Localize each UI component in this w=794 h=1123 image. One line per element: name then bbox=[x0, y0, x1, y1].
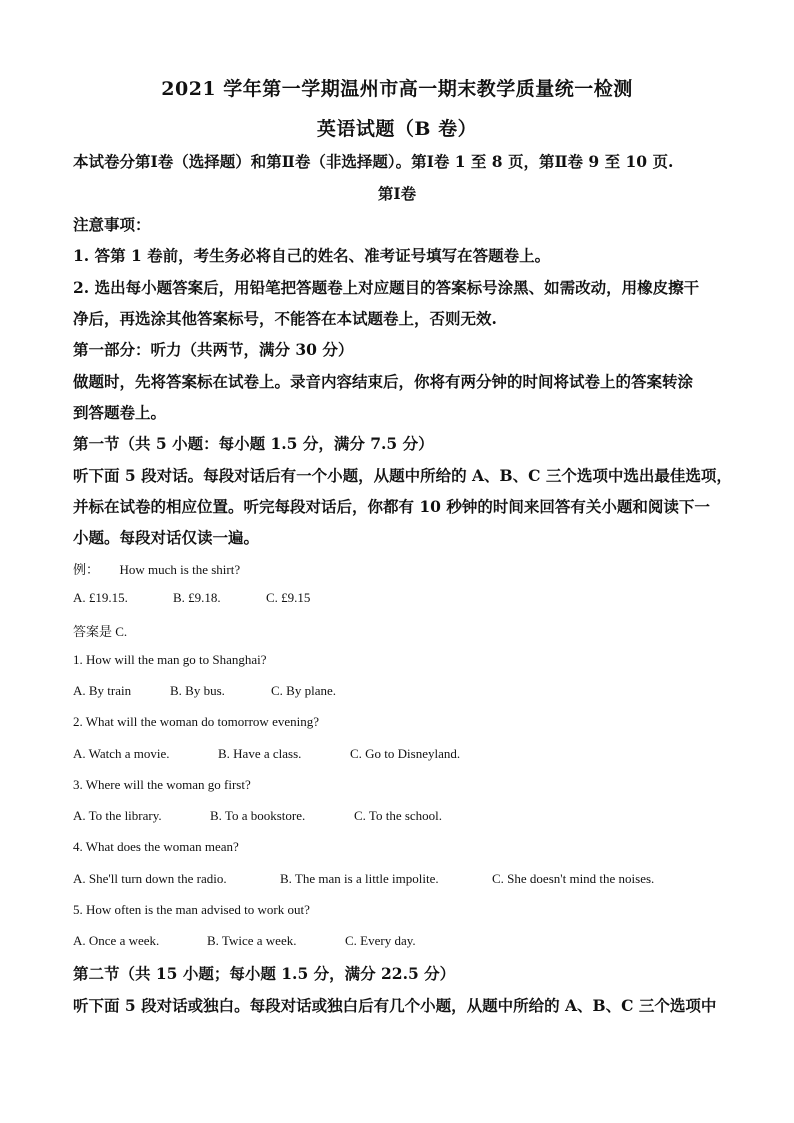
example-answer: 答案是 C. bbox=[73, 624, 128, 639]
question-4-option-a: A. She'll turn down the radio. bbox=[73, 871, 227, 886]
question-5-option-b: B. Twice a week. bbox=[207, 933, 297, 948]
question-3-option-b: B. To a bookstore. bbox=[210, 808, 306, 823]
question-4-option-b: B. The man is a little impolite. bbox=[280, 871, 439, 886]
section2-heading: 第二节（共 15 小题；每小题 1.5 分，满分 22.5 分） bbox=[73, 964, 456, 983]
part1-heading: 第一部分：听力（共两节，满分 30 分） bbox=[73, 340, 354, 359]
exam-subtitle: 英语试题（B 卷） bbox=[316, 118, 478, 140]
example-question bbox=[73, 559, 240, 578]
question-4-option-c: C. She doesn't mind the noises. bbox=[492, 871, 655, 886]
section1-heading: 第一节（共 5 小题：每小题 1.5 分，满分 7.5 分） bbox=[73, 434, 434, 453]
question-2-option-a: A. Watch a movie. bbox=[73, 746, 170, 761]
example-option-b: B. £9.18. bbox=[173, 590, 221, 605]
question-1: 1. How will the man go to Shanghai? bbox=[73, 652, 267, 667]
question-4: 4. What does the woman mean? bbox=[73, 839, 239, 854]
question-5-option-a: A. Once a week. bbox=[73, 933, 160, 948]
exam-title: 2021 学年第一学期温州市高一期末教学质量统一检测 bbox=[161, 78, 633, 100]
volume-label: 第Ⅰ卷 bbox=[377, 184, 417, 203]
part1-instruction-line-1: 做题时，先将答案标在试卷上。录音内容结束后，你将有两分钟的时间将试卷上的答案转涂 bbox=[73, 372, 694, 391]
note-2-line-1: 2. 选出每小题答案后，用铅笔把答题卷上对应题目的答案标号涂黑、如需改动，用橡皮擦干 bbox=[73, 278, 700, 297]
part1-instruction-line-2: 到答题卷上。 bbox=[73, 403, 167, 422]
example-question-text: How much is the shirt? bbox=[119, 562, 241, 577]
example-label: 例： bbox=[73, 562, 100, 577]
question-5: 5. How often is the man advised to work out? bbox=[73, 902, 310, 917]
question-5-option-c: C. Every day. bbox=[345, 933, 416, 948]
question-1-option-a: A. By train bbox=[73, 683, 132, 698]
section1-instruction-line-3: 小题。每段对话仅读一遍。 bbox=[73, 528, 260, 547]
section1-instruction-line-2: 并标在试卷的相应位置。听完每段对话后，你都有 10 秒钟的时间来回答有关小题和阅读下一 bbox=[73, 497, 710, 516]
example-option-c: C. £9.15 bbox=[266, 590, 311, 605]
note-2-line-2: 净后，再选涂其他答案标号，不能答在本试题卷上，否则无效. bbox=[73, 309, 497, 328]
question-2-option-b: B. Have a class. bbox=[218, 746, 302, 761]
question-2-option-c: C. Go to Disneyland. bbox=[350, 746, 461, 761]
question-3: 3. Where will the woman go first? bbox=[73, 777, 251, 792]
question-3-option-c: C. To the school. bbox=[354, 808, 443, 823]
example-option-a: A. £19.15. bbox=[73, 590, 128, 605]
question-3-option-a: A. To the library. bbox=[73, 808, 162, 823]
section2-instruction-line-1: 听下面 5 段对话或独白。每段对话或独白后有几个小题，从题中所给的 A、B、C 三个选项中 bbox=[73, 996, 717, 1015]
question-1-option-b: B. By bus. bbox=[170, 683, 225, 698]
question-1-option-c: C. By plane. bbox=[271, 683, 336, 698]
section1-instruction-line-1: 听下面 5 段对话。每段对话后有一个小题，从题中所给的 A、B、C 三个选项中选出最佳选项， bbox=[73, 466, 732, 485]
question-2: 2. What will the woman do tomorrow evening? bbox=[73, 714, 319, 729]
note-1: 1. 答第 1 卷前，考生务必将自己的姓名、准考证号填写在答题卷上。 bbox=[73, 246, 551, 265]
exam-structure-text: 本试卷分第Ⅰ卷（选择题）和第Ⅱ卷（非选择题）。第Ⅰ卷 1 至 8 页，第Ⅱ卷 9 至 10 页. bbox=[73, 152, 674, 171]
notes-heading: 注意事项： bbox=[73, 215, 151, 234]
